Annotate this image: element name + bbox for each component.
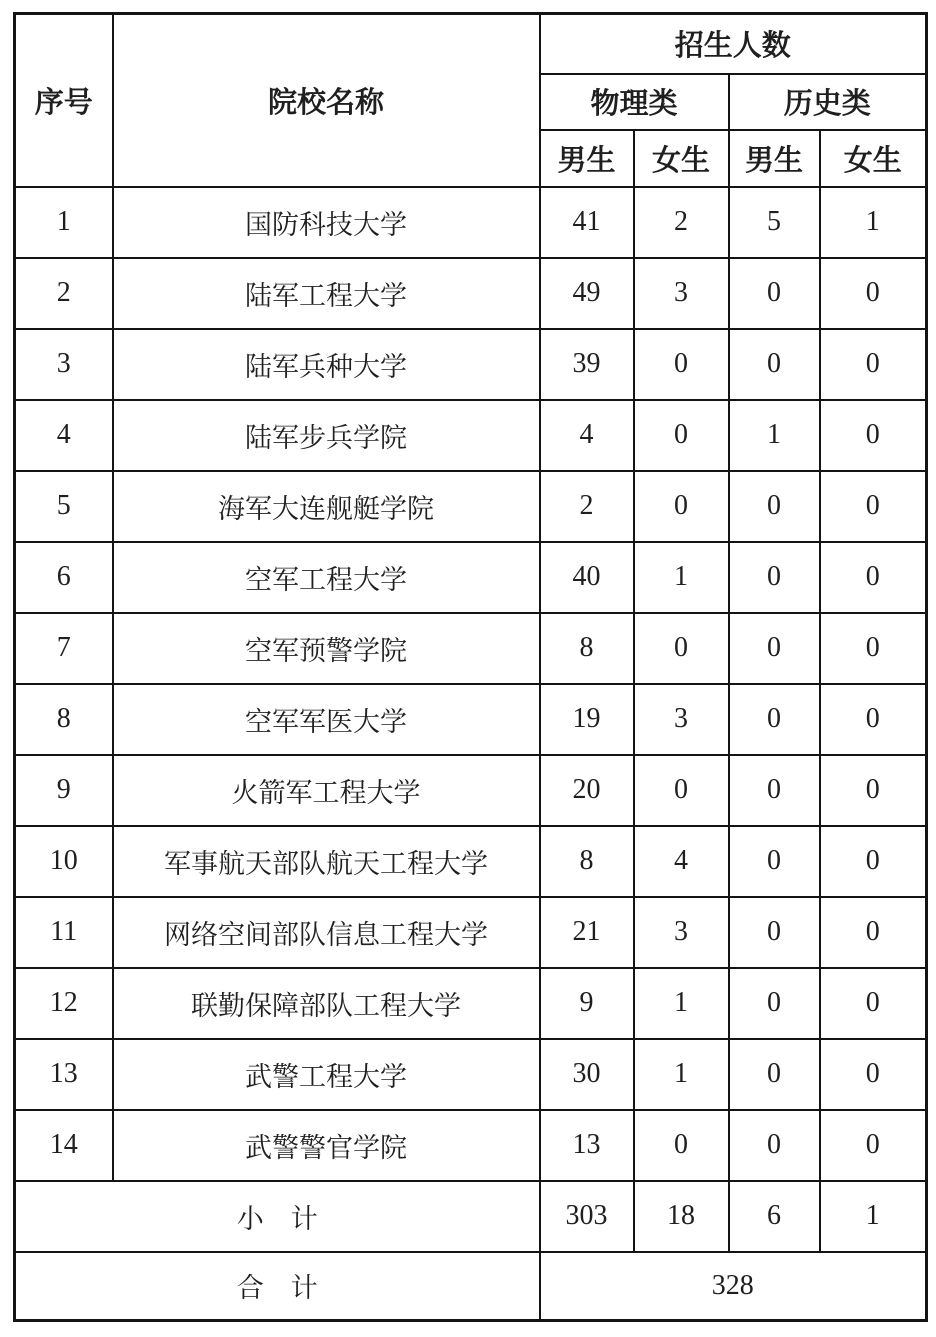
- hist-female-cell: 1: [820, 187, 927, 258]
- header-school-name: 院校名称: [113, 14, 540, 187]
- table-row: [15, 187, 927, 258]
- serial-cell: 13: [15, 1039, 113, 1110]
- phys-female-cell: 1: [634, 1039, 729, 1110]
- table-row: [15, 897, 927, 968]
- school-cell: 联勤保障部队工程大学: [113, 968, 540, 1039]
- serial-cell: 4: [15, 400, 113, 471]
- table-row: [15, 471, 927, 542]
- table-row: [15, 755, 927, 826]
- phys-female-cell: 0: [634, 329, 729, 400]
- hist-male-cell: 5: [729, 187, 820, 258]
- header-history-female: 女生: [820, 130, 927, 187]
- school-cell: 军事航天部队航天工程大学: [113, 826, 540, 897]
- phys-female-cell: 4: [634, 826, 729, 897]
- phys-female-cell: 2: [634, 187, 729, 258]
- phys-male-cell: 4: [540, 400, 634, 471]
- serial-cell: 6: [15, 542, 113, 613]
- hist-male-cell: 0: [729, 1110, 820, 1181]
- table-row: [15, 684, 927, 755]
- phys-female-cell: 3: [634, 897, 729, 968]
- header-physics-female: 女生: [634, 130, 729, 187]
- total-value: 328: [540, 1252, 927, 1321]
- school-cell: 武警工程大学: [113, 1039, 540, 1110]
- serial-cell: 7: [15, 613, 113, 684]
- phys-male-cell: 2: [540, 471, 634, 542]
- table-row: [15, 826, 927, 897]
- school-cell: 空军预警学院: [113, 613, 540, 684]
- hist-female-cell: 0: [820, 400, 927, 471]
- phys-male-cell: 40: [540, 542, 634, 613]
- serial-cell: 9: [15, 755, 113, 826]
- serial-cell: 5: [15, 471, 113, 542]
- serial-cell: 8: [15, 684, 113, 755]
- table-row: [15, 1110, 927, 1181]
- school-cell: 陆军兵种大学: [113, 329, 540, 400]
- hist-male-cell: 0: [729, 258, 820, 329]
- serial-cell: 14: [15, 1110, 113, 1181]
- phys-male-cell: 19: [540, 684, 634, 755]
- school-cell: 海军大连舰艇学院: [113, 471, 540, 542]
- serial-cell: 2: [15, 258, 113, 329]
- table-row: [15, 258, 927, 329]
- table-row: [15, 542, 927, 613]
- school-cell: 国防科技大学: [113, 187, 540, 258]
- phys-female-cell: 0: [634, 471, 729, 542]
- total-label: 合 计: [15, 1252, 540, 1321]
- serial-cell: 3: [15, 329, 113, 400]
- subtotal-phys-female: 18: [634, 1181, 729, 1252]
- table-row: [15, 968, 927, 1039]
- phys-male-cell: 8: [540, 826, 634, 897]
- phys-male-cell: 8: [540, 613, 634, 684]
- serial-cell: 11: [15, 897, 113, 968]
- subtotal-hist-female: 1: [820, 1181, 927, 1252]
- phys-female-cell: 3: [634, 684, 729, 755]
- hist-female-cell: 0: [820, 1110, 927, 1181]
- phys-female-cell: 0: [634, 1110, 729, 1181]
- phys-male-cell: 39: [540, 329, 634, 400]
- hist-female-cell: 0: [820, 613, 927, 684]
- phys-male-cell: 21: [540, 897, 634, 968]
- phys-male-cell: 13: [540, 1110, 634, 1181]
- subtotal-phys-male: 303: [540, 1181, 634, 1252]
- hist-female-cell: 0: [820, 826, 927, 897]
- phys-male-cell: 49: [540, 258, 634, 329]
- header-history-male: 男生: [729, 130, 820, 187]
- table-row: [15, 329, 927, 400]
- header-physics: 物理类: [540, 74, 729, 130]
- hist-male-cell: 0: [729, 897, 820, 968]
- hist-male-cell: 0: [729, 826, 820, 897]
- total-row: [15, 1252, 927, 1321]
- phys-female-cell: 1: [634, 542, 729, 613]
- phys-female-cell: 0: [634, 613, 729, 684]
- phys-female-cell: 0: [634, 400, 729, 471]
- hist-female-cell: 0: [820, 471, 927, 542]
- school-cell: 空军工程大学: [113, 542, 540, 613]
- hist-female-cell: 0: [820, 329, 927, 400]
- phys-male-cell: 30: [540, 1039, 634, 1110]
- hist-female-cell: 0: [820, 968, 927, 1039]
- phys-female-cell: 0: [634, 755, 729, 826]
- phys-female-cell: 3: [634, 258, 729, 329]
- school-cell: 网络空间部队信息工程大学: [113, 897, 540, 968]
- hist-male-cell: 0: [729, 613, 820, 684]
- subtotal-hist-male: 6: [729, 1181, 820, 1252]
- enrollment-table: [13, 12, 928, 1322]
- school-cell: 陆军步兵学院: [113, 400, 540, 471]
- serial-cell: 10: [15, 826, 113, 897]
- header-physics-male: 男生: [540, 130, 634, 187]
- hist-male-cell: 0: [729, 329, 820, 400]
- hist-female-cell: 0: [820, 258, 927, 329]
- hist-male-cell: 1: [729, 400, 820, 471]
- hist-male-cell: 0: [729, 684, 820, 755]
- hist-male-cell: 0: [729, 968, 820, 1039]
- table-row: [15, 400, 927, 471]
- hist-female-cell: 0: [820, 897, 927, 968]
- table-row: [15, 1039, 927, 1110]
- hist-female-cell: 0: [820, 684, 927, 755]
- phys-female-cell: 1: [634, 968, 729, 1039]
- hist-female-cell: 0: [820, 542, 927, 613]
- phys-male-cell: 9: [540, 968, 634, 1039]
- table-row: [15, 613, 927, 684]
- header-serial: 序号: [15, 14, 113, 187]
- subtotal-label: 小 计: [15, 1181, 540, 1252]
- hist-male-cell: 0: [729, 1039, 820, 1110]
- serial-cell: 1: [15, 187, 113, 258]
- school-cell: 武警警官学院: [113, 1110, 540, 1181]
- hist-male-cell: 0: [729, 471, 820, 542]
- school-cell: 陆军工程大学: [113, 258, 540, 329]
- hist-female-cell: 0: [820, 755, 927, 826]
- school-cell: 火箭军工程大学: [113, 755, 540, 826]
- hist-male-cell: 0: [729, 542, 820, 613]
- header-row-1: [15, 14, 927, 74]
- school-cell: 空军军医大学: [113, 684, 540, 755]
- subtotal-row: [15, 1181, 927, 1252]
- phys-male-cell: 20: [540, 755, 634, 826]
- phys-male-cell: 41: [540, 187, 634, 258]
- header-enrollment: 招生人数: [540, 14, 927, 74]
- serial-cell: 12: [15, 968, 113, 1039]
- header-history: 历史类: [729, 74, 927, 130]
- hist-male-cell: 0: [729, 755, 820, 826]
- hist-female-cell: 0: [820, 1039, 927, 1110]
